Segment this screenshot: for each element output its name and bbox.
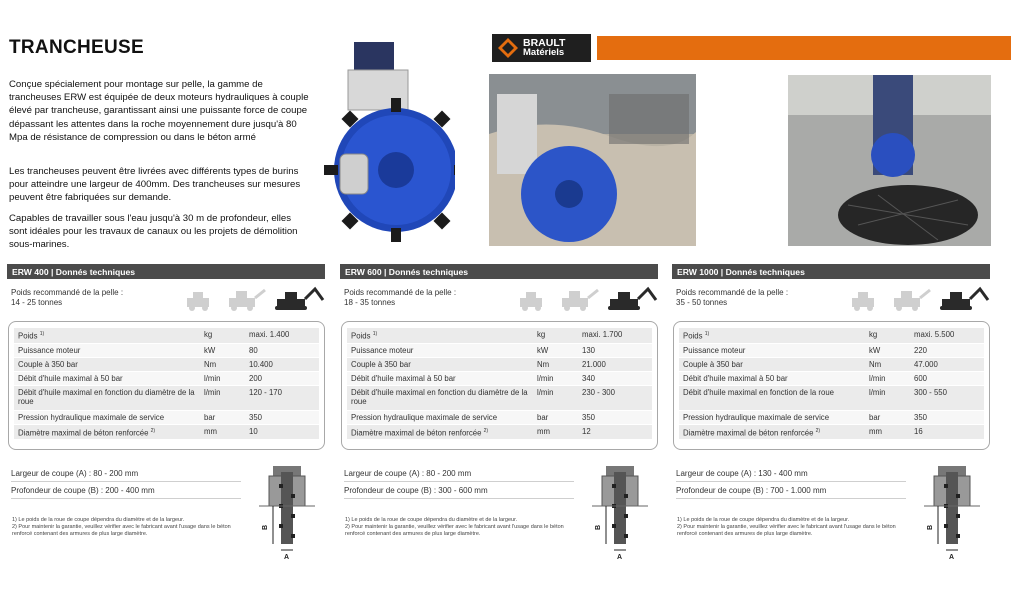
spec-row xyxy=(347,344,652,357)
recommended-weight-value: 18 - 35 tonnes xyxy=(344,297,396,307)
cut-width: Largeur de coupe (A) : 80 - 200 mm xyxy=(344,469,574,482)
spec-unit: kW xyxy=(200,344,245,357)
cut-depth: Profondeur de coupe (B) : 200 - 400 mm xyxy=(11,486,241,499)
spec-label: Couple à 350 bar xyxy=(351,359,411,369)
brand-subtitle: Matériels xyxy=(523,47,565,58)
spec-value: 130 xyxy=(578,344,652,357)
trencher-site-photo-1 xyxy=(489,74,696,246)
spec-row xyxy=(347,425,652,440)
spec-row xyxy=(679,386,984,410)
spec-value: 80 xyxy=(245,344,319,357)
spec-row xyxy=(679,411,984,424)
spec-unit: kW xyxy=(533,344,578,357)
spec-label: Poids xyxy=(351,331,371,341)
model-card-erw600 xyxy=(340,264,658,564)
spec-label: Couple à 350 bar xyxy=(18,359,78,369)
spec-row xyxy=(14,358,319,371)
spec-value: 350 xyxy=(578,411,652,424)
specs-table xyxy=(341,321,658,450)
spec-row xyxy=(679,372,984,385)
spec-row xyxy=(679,358,984,371)
spec-row xyxy=(679,344,984,357)
spec-footnote-ref: 2) xyxy=(483,427,489,434)
spec-value: 600 xyxy=(910,372,984,385)
recommended-weight-label: Poids recommandé de la pelle : xyxy=(11,288,124,297)
recommended-weight-value: 14 - 25 tonnes xyxy=(11,297,63,307)
spec-footnote-ref: 2) xyxy=(150,427,156,434)
spec-unit: l/min xyxy=(200,372,245,385)
spec-value: 230 - 300 xyxy=(578,386,652,410)
spec-value: 200 xyxy=(245,372,319,385)
spec-unit: Nm xyxy=(533,358,578,371)
spec-label: Pression hydraulique maximale de service xyxy=(18,412,165,422)
spec-row xyxy=(679,328,984,343)
spec-label: Débit d'huile maximal à 50 bar xyxy=(18,373,123,383)
footnote-1: 1) Le poids de la roue de coupe dépendra du diamètre et de la largeur. xyxy=(677,517,850,523)
spec-row xyxy=(14,386,319,410)
spec-label: Diamètre maximal de béton renforcée xyxy=(683,428,814,438)
spec-value: 21.000 xyxy=(578,358,652,371)
excavator-size-icons xyxy=(181,286,325,312)
model-card-erw400 xyxy=(7,264,325,564)
spec-unit: l/min xyxy=(865,386,910,410)
dimension-label-a: A xyxy=(617,554,623,560)
spec-label: Pression hydraulique maximale de service xyxy=(683,412,830,422)
spec-value: 10 xyxy=(245,425,319,440)
spec-row xyxy=(347,328,652,343)
brand-logo xyxy=(492,34,591,62)
spec-value: 47.000 xyxy=(910,358,984,371)
spec-unit: kW xyxy=(865,344,910,357)
spec-row xyxy=(679,425,984,440)
footnotes xyxy=(12,517,252,538)
spec-label: Débit d'huile maximal à 50 bar xyxy=(351,373,456,383)
spec-value: 10.400 xyxy=(245,358,319,371)
model-header: ERW 400 | Donnés techniques xyxy=(7,264,325,279)
spec-value: maxi. 1.400 xyxy=(245,328,319,343)
recommended-weight xyxy=(676,288,788,307)
model-header: ERW 1000 | Donnés techniques xyxy=(672,264,990,279)
spec-label: Poids xyxy=(683,331,703,341)
spec-label: Puissance moteur xyxy=(683,345,746,355)
spec-value: 16 xyxy=(910,425,984,440)
spec-value: maxi. 1.700 xyxy=(578,328,652,343)
spec-unit: mm xyxy=(533,425,578,440)
footnotes xyxy=(677,517,917,538)
recommended-weight-value: 35 - 50 tonnes xyxy=(676,297,728,307)
spec-value: 350 xyxy=(245,411,319,424)
dimension-label-a: A xyxy=(949,554,955,560)
brand-name: BRAULT xyxy=(523,37,566,49)
cut-dimension-diagram xyxy=(259,464,315,560)
cut-width: Largeur de coupe (A) : 80 - 200 mm xyxy=(11,469,241,482)
excavator-size-icons xyxy=(514,286,658,312)
cut-width: Largeur de coupe (A) : 130 - 400 mm xyxy=(676,469,906,482)
cut-dimension-diagram xyxy=(924,464,980,560)
intro-paragraph-3: Capables de travailler sous l'eau jusqu'à 30 m de profondeur, elles sont idéales pour les travaux de canaux ou les projets de démolition sous-marines. xyxy=(9,213,298,251)
intro-paragraph-2: Les trancheuses peuvent être livrées avec différents types de burins pour atteindre une largeur de 400mm. Des trancheuses sur mesures peuvent être fabriquées sur demande. xyxy=(9,166,301,204)
spec-label: Diamètre maximal de béton renforcée xyxy=(351,428,482,438)
header-accent-bar xyxy=(597,36,1011,60)
spec-value: 340 xyxy=(578,372,652,385)
spec-row xyxy=(14,344,319,357)
spec-label: Pression hydraulique maximale de service xyxy=(351,412,498,422)
spec-unit: l/min xyxy=(533,386,578,410)
spec-unit: bar xyxy=(533,411,578,424)
spec-row xyxy=(347,411,652,424)
spec-value: 300 - 550 xyxy=(910,386,984,410)
spec-unit: mm xyxy=(200,425,245,440)
spec-label: Puissance moteur xyxy=(18,345,81,355)
footnote-1: 1) Le poids de la roue de coupe dépendra du diamètre et de la largeur. xyxy=(345,517,518,523)
intro-paragraph-1: Conçue spécialement pour montage sur pelle, la gamme de trancheuses ERW est équipée de deux moteurs hydrauliques à couple élevé par trancheuse, garantissant ainsi une puissante force de coupe dépassant les attentes dans la roche moyennement dure jusqu'à 80 Mpa de résistance de compression ou dans le béton armé xyxy=(9,79,309,143)
dimension-label-a: A xyxy=(284,554,290,560)
spec-label: Puissance moteur xyxy=(351,345,414,355)
dimension-label-b: B xyxy=(262,524,269,530)
spec-label: Débit d'huile maximal en fonction de la roue xyxy=(683,387,835,397)
spec-footnote-ref: 1) xyxy=(372,331,378,337)
spec-row xyxy=(14,411,319,424)
spec-value: 220 xyxy=(910,344,984,357)
brand-mark-icon xyxy=(497,37,519,59)
cut-dimension-diagram xyxy=(592,464,648,560)
dimension-label-b: B xyxy=(927,524,934,530)
specs-table xyxy=(673,321,990,450)
spec-value: 120 - 170 xyxy=(245,386,319,410)
spec-row xyxy=(14,328,319,343)
spec-unit: l/min xyxy=(200,386,245,410)
model-header: ERW 600 | Donnés techniques xyxy=(340,264,658,279)
trencher-product-photo xyxy=(324,42,455,249)
spec-label: Débit d'huile maximal en fonction du diamètre de la roue xyxy=(351,387,528,406)
spec-footnote-ref: 1) xyxy=(39,331,45,337)
spec-row xyxy=(347,358,652,371)
spec-footnote-ref: 1) xyxy=(704,331,710,337)
spec-value: maxi. 5.500 xyxy=(910,328,984,343)
footnote-2: 2) Pour maintenir la garantie, veuillez vérifier avec le fabricant avant l'usage dans le béton renforcé contenant des armures de plus large diamètre. xyxy=(677,524,896,537)
cut-depth: Profondeur de coupe (B) : 700 - 1.000 mm xyxy=(676,486,906,499)
spec-label: Couple à 350 bar xyxy=(683,359,743,369)
spec-row xyxy=(14,372,319,385)
excavator-size-icons xyxy=(846,286,990,312)
spec-label: Poids xyxy=(18,331,38,341)
spec-value: 350 xyxy=(910,411,984,424)
spec-unit: bar xyxy=(865,411,910,424)
spec-unit: Nm xyxy=(200,358,245,371)
trencher-site-photo-2 xyxy=(788,75,991,246)
spec-row xyxy=(14,425,319,440)
model-card-erw1000 xyxy=(672,264,990,564)
recommended-weight xyxy=(11,288,123,307)
spec-unit: kg xyxy=(865,328,910,343)
recommended-weight-label: Poids recommandé de la pelle : xyxy=(676,288,789,297)
cut-depth: Profondeur de coupe (B) : 300 - 600 mm xyxy=(344,486,574,499)
spec-unit: kg xyxy=(200,328,245,343)
spec-unit: l/min xyxy=(865,372,910,385)
recommended-weight xyxy=(344,288,456,307)
spec-unit: mm xyxy=(865,425,910,440)
spec-row xyxy=(347,386,652,410)
dimension-label-b: B xyxy=(595,524,602,530)
page-title: TRANCHEUSE xyxy=(9,37,144,58)
recommended-weight-label: Poids recommandé de la pelle : xyxy=(344,288,457,297)
footnotes xyxy=(345,517,585,538)
spec-footnote-ref: 2) xyxy=(815,427,821,434)
footnote-2: 2) Pour maintenir la garantie, veuillez vérifier avec le fabricant avant l'usage dans le béton renforcé contenant des armures de plus large diamètre. xyxy=(12,524,231,537)
spec-unit: Nm xyxy=(865,358,910,371)
spec-unit: kg xyxy=(533,328,578,343)
spec-unit: l/min xyxy=(533,372,578,385)
spec-label: Débit d'huile maximal à 50 bar xyxy=(683,373,788,383)
spec-row xyxy=(347,372,652,385)
footnote-1: 1) Le poids de la roue de coupe dépendra du diamètre et de la largeur. xyxy=(12,517,185,523)
spec-label: Débit d'huile maximal en fonction du diamètre de la roue xyxy=(18,387,195,406)
spec-value: 12 xyxy=(578,425,652,440)
footnote-2: 2) Pour maintenir la garantie, veuillez vérifier avec le fabricant avant l'usage dans le béton renforcé contenant des armures de plus large diamètre. xyxy=(345,524,564,537)
spec-unit: bar xyxy=(200,411,245,424)
specs-table xyxy=(8,321,325,450)
spec-label: Diamètre maximal de béton renforcée xyxy=(18,428,149,438)
